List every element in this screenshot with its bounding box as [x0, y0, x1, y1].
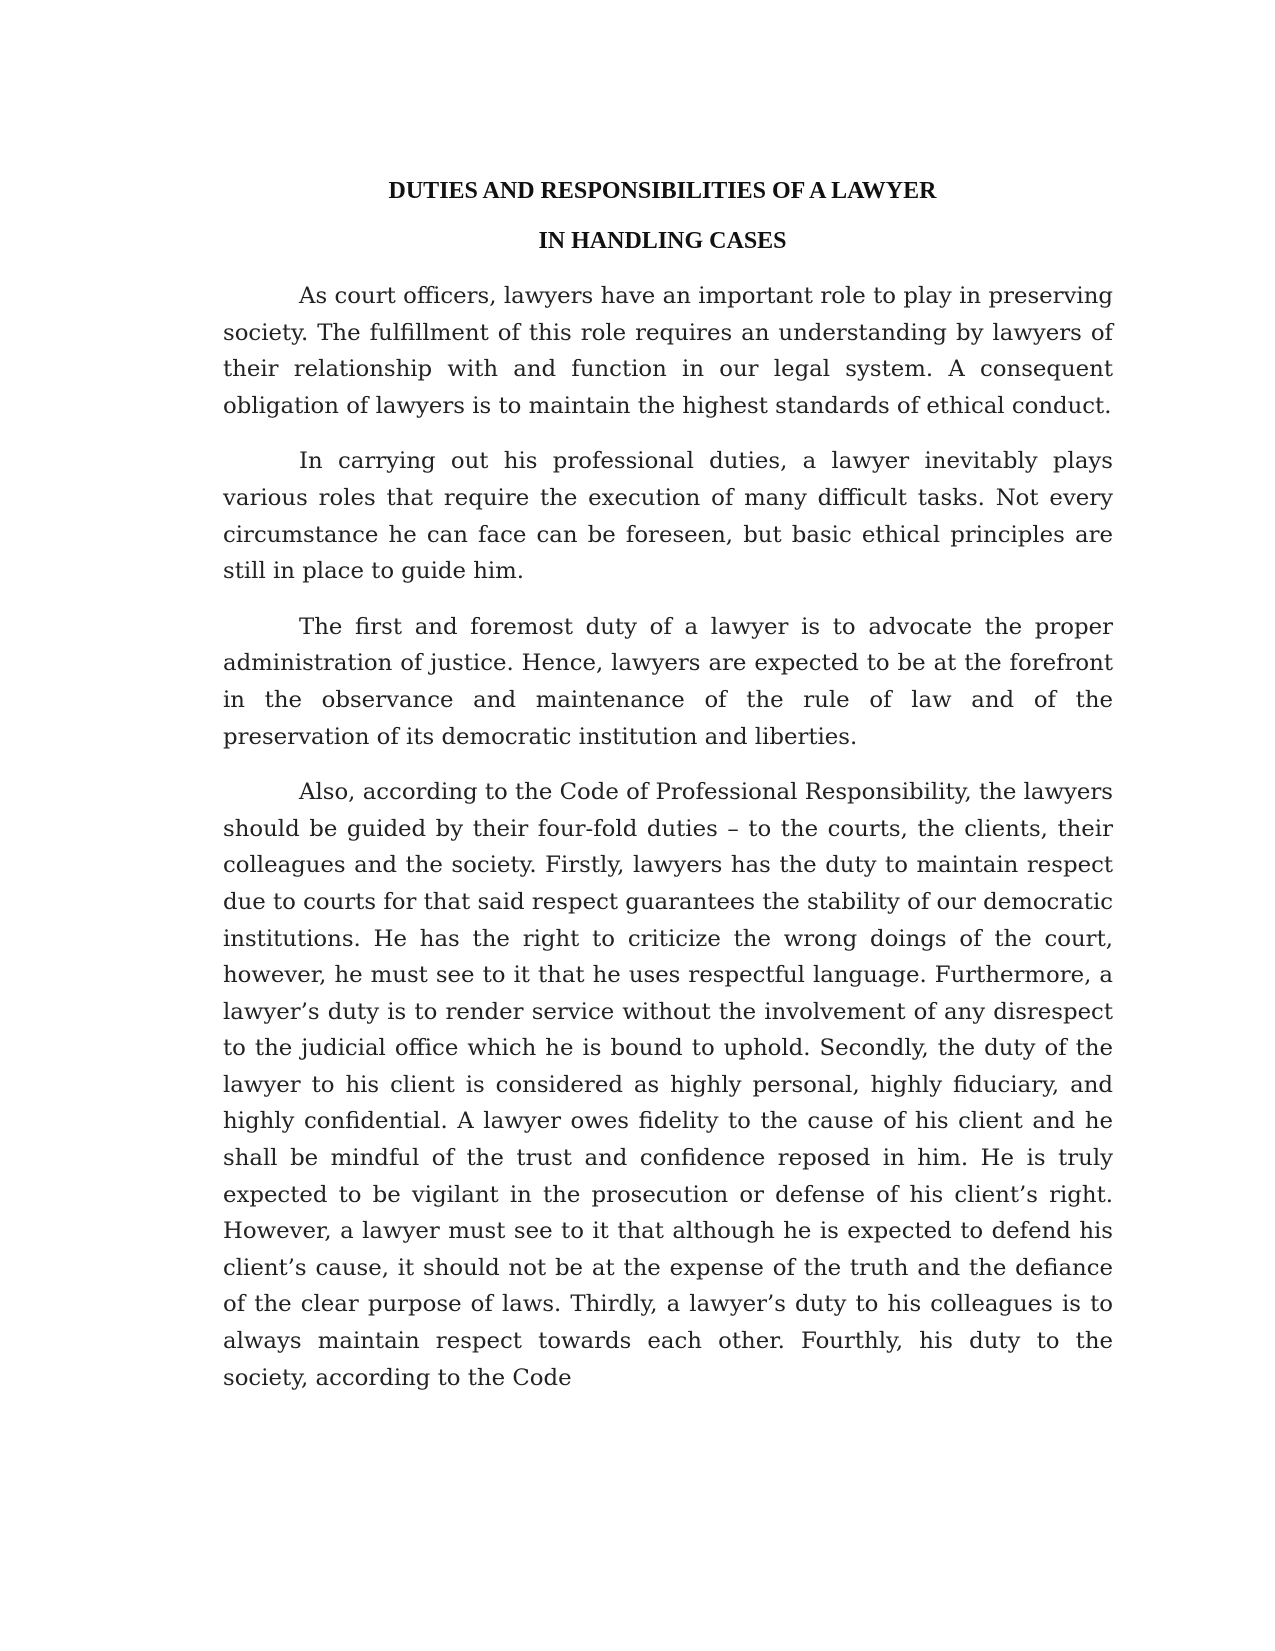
document-title-line-1: DUTIES AND RESPONSIBILITIES OF A LAWYER [388, 178, 937, 204]
document-body [223, 278, 1113, 1415]
paragraph-1: As court officers, lawyers have an important role to play in preserving society. The fulfillment of this role requires an understanding by lawyers of their relationship with and function in our legal system. A consequent obligation of lawyers is to maintain the highest standards of ethical conduct. [223, 283, 1113, 419]
paragraph-3: The first and foremost duty of a lawyer is to advocate the proper administration of justice. Hence, lawyers are expected to be at the forefront in the observance and maintenance of the rule of law and of the preservation of its democratic institution and liberties. [223, 613, 1113, 750]
document-title-line-2: IN HANDLING CASES [538, 228, 787, 254]
paragraph-4: Also, according to the Code of Professional Responsibility, the lawyers should be guided by their four-fold duties – to the courts, the clients, their colleagues and the society. Firstly, lawyers has the duty to maintain respect due to courts for that said respect guarantees the stability of our democratic institutions. He has the right to criticize the wrong doings of the court, however, he must see to it that he uses respectful language. Furthermore, a lawyer’s duty is to render service without the involvement of any disrespect to the judicial office which he is bound to uphold. Secondly, the duty of the lawyer to his client is considered as highly personal, highly fiduciary, and highly confidential. A lawyer owes fidelity to the cause of his client and he shall be mindful of the trust and confidence reposed in him. He is truly expected to be vigilant in the prosecution or defense of his client’s right. However, a lawyer must see to it that although he is expected to defend his client’s cause, it should not be at the expense of the truth and the defiance of the clear purpose of laws. Thirdly, a lawyer’s duty to his colleagues is to always maintain respect towards each other. Fourthly, his duty to the society, according to the Code [223, 779, 1114, 1391]
paragraph-2: In carrying out his professional duties, a lawyer inevitably plays various roles that require the execution of many difficult tasks. Not every circumstance he can face can be foreseen, but basic ethical principles are still in place to guide him. [223, 448, 1113, 585]
